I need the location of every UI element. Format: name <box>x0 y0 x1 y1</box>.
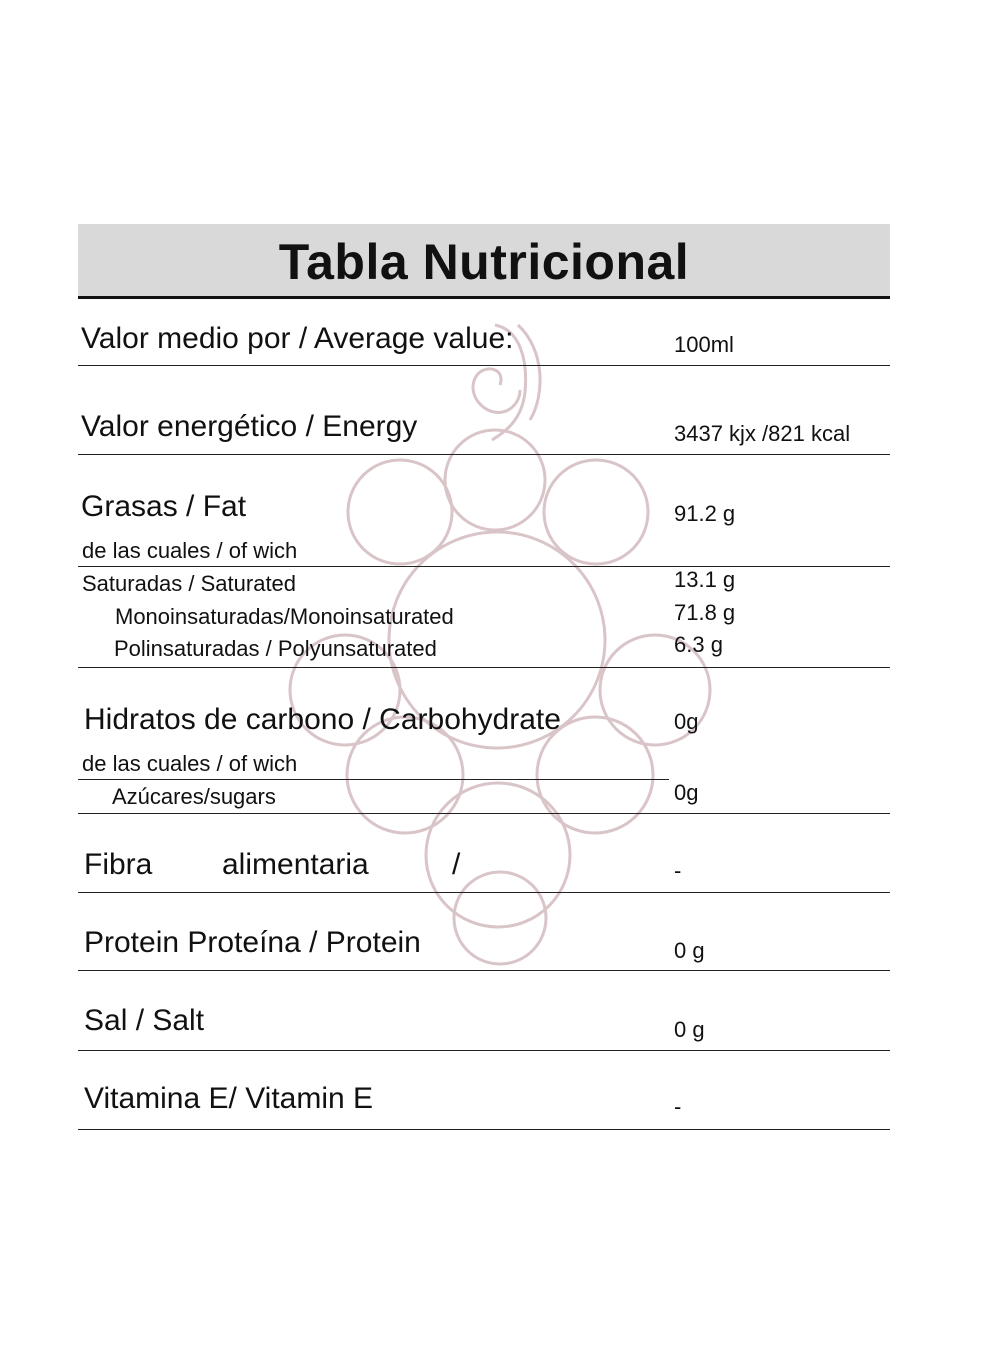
fiber-label-b: alimentaria <box>222 848 369 881</box>
poly-label: Polinsaturadas / Polyunsaturated <box>114 636 437 661</box>
divider <box>78 667 890 668</box>
energy-value: 3437 kjx /821 kcal <box>674 421 851 446</box>
divider <box>78 892 890 893</box>
carbs-sub-label: de las cuales / of wich <box>82 751 298 776</box>
average-value: 100ml <box>674 332 734 357</box>
divider <box>78 970 890 971</box>
salt-value: 0 g <box>674 1017 705 1042</box>
energy-label: Valor energético / Energy <box>81 410 418 443</box>
fiber-value: - <box>674 858 682 883</box>
protein-label: Protein Proteína / Protein <box>84 926 421 959</box>
fiber-label-c: / <box>452 848 461 881</box>
fat-sub-label: de las cuales / of wich <box>82 538 298 563</box>
divider <box>78 779 669 780</box>
sugars-label: Azúcares/sugars <box>112 784 276 809</box>
saturated-value: 13.1 g <box>674 567 736 592</box>
page-title: Tabla Nutricional <box>278 234 690 290</box>
carbs-value: 0g <box>674 709 699 734</box>
carbs-label: Hidratos de carbono / Carbohydrate <box>84 703 561 736</box>
mono-label: Monoinsaturadas/Monoinsaturated <box>115 604 454 629</box>
divider <box>78 1129 890 1130</box>
sugars-value: 0g <box>674 780 699 805</box>
divider <box>78 365 890 366</box>
fiber-label-a: Fibra <box>84 848 153 881</box>
salt-label: Sal / Salt <box>84 1004 205 1037</box>
table-title-bar <box>78 224 890 299</box>
fat-value: 91.2 g <box>674 501 736 526</box>
divider <box>78 566 890 567</box>
average-label: Valor medio por / Average value: <box>81 322 514 355</box>
mono-value: 71.8 g <box>674 600 736 625</box>
divider <box>78 813 890 814</box>
vitamin-value: - <box>674 1094 682 1119</box>
protein-value: 0 g <box>674 938 705 963</box>
poly-value: 6.3 g <box>674 632 723 657</box>
saturated-label: Saturadas / Saturated <box>82 571 297 596</box>
divider <box>78 1050 890 1051</box>
vitamin-label: Vitamina E/ Vitamin E <box>84 1082 374 1115</box>
divider <box>78 454 890 455</box>
fat-label: Grasas / Fat <box>81 490 247 523</box>
